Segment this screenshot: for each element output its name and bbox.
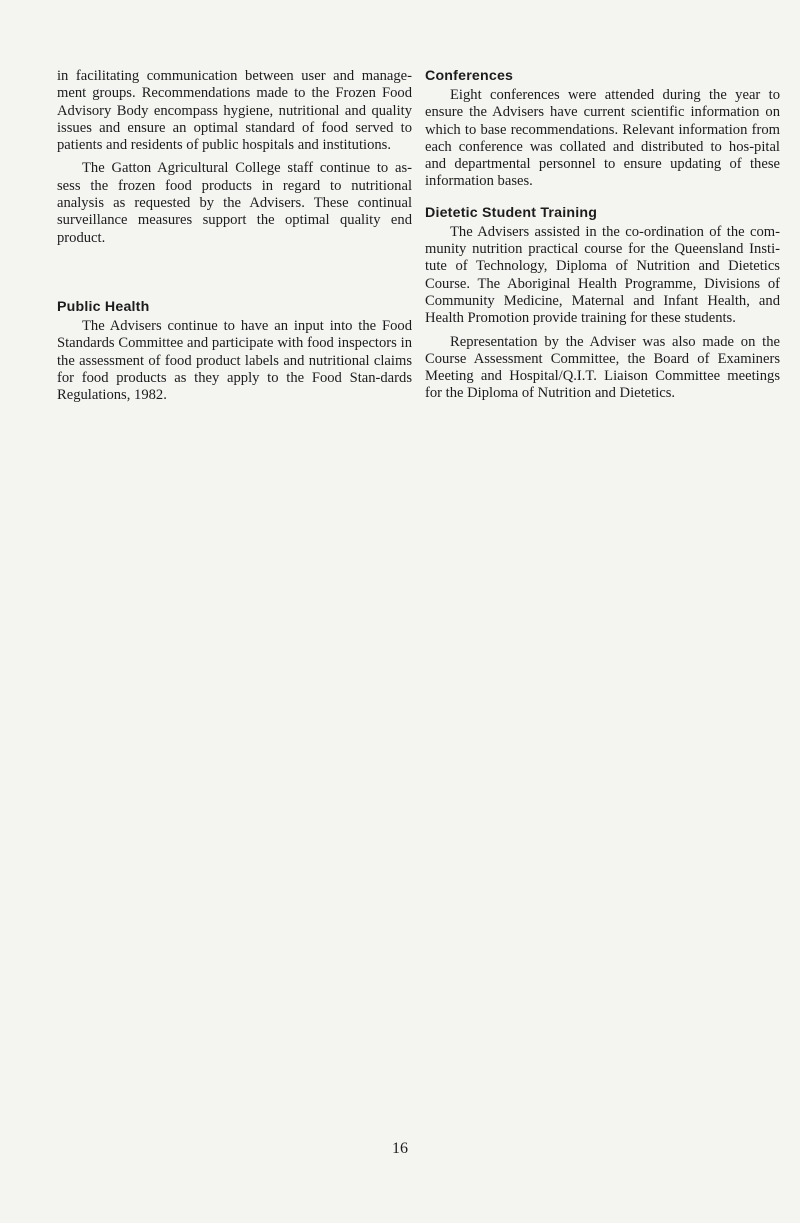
public-health-section	[57, 299, 412, 404]
body-paragraph: in facilitating communication between user and manage-ment groups. Recommendations made to the Frozen Food Advisory Body encompass hygiene, nutritional and quality issues and ensure an optimal standard of food served to patients and residents of public hospitals and institutions.	[57, 68, 412, 154]
body-paragraph: Eight conferences were attended during the year to ensure the Advisers have current scientific information on which to base recommendations. Relevant information from each conference was collated and distributed to hos-pital and departmental personnel to ensure updating of these information bases.	[425, 87, 780, 190]
body-paragraph: The Gatton Agricultural College staff continue to as-sess the frozen food products in regard to nutritional analysis as requested by the Advisers. These continual surveillance measures support the optimal quality end product.	[57, 160, 412, 246]
dietetic-training-section	[425, 205, 780, 403]
body-paragraph: The Advisers assisted in the co-ordination of the com-munity nutrition practical course for the Queensland Insti-tute of Technology, Diploma of Nutrition and Dietetics Course. The Aboriginal Health Programme, Divisions of Community Medicine, Maternal and Infant Health, and Health Promotion provide training for these students.	[425, 223, 780, 327]
conferences-section	[425, 68, 780, 191]
section-heading: Conferences	[425, 68, 514, 84]
section-heading: Public Health	[57, 298, 150, 315]
page-number: 16	[392, 1140, 408, 1157]
body-paragraph: The Advisers continue to have an input into the Food Standards Committee and participate with food inspectors in the assessment of food product labels and nutritional claims for food products as they apply to the Food Stan-dards Regulations, 1982.	[57, 317, 412, 404]
left-column	[57, 68, 412, 418]
right-column	[425, 68, 780, 417]
body-paragraph: Representation by the Adviser was also made on the Course Assessment Committee, the Board of Examiners Meeting and Hospital/Q.I.T. Liaison Committee meetings for the Diploma of Nutrition and Dietetics.	[425, 333, 780, 402]
section-heading: Dietetic Student Training	[425, 204, 598, 221]
